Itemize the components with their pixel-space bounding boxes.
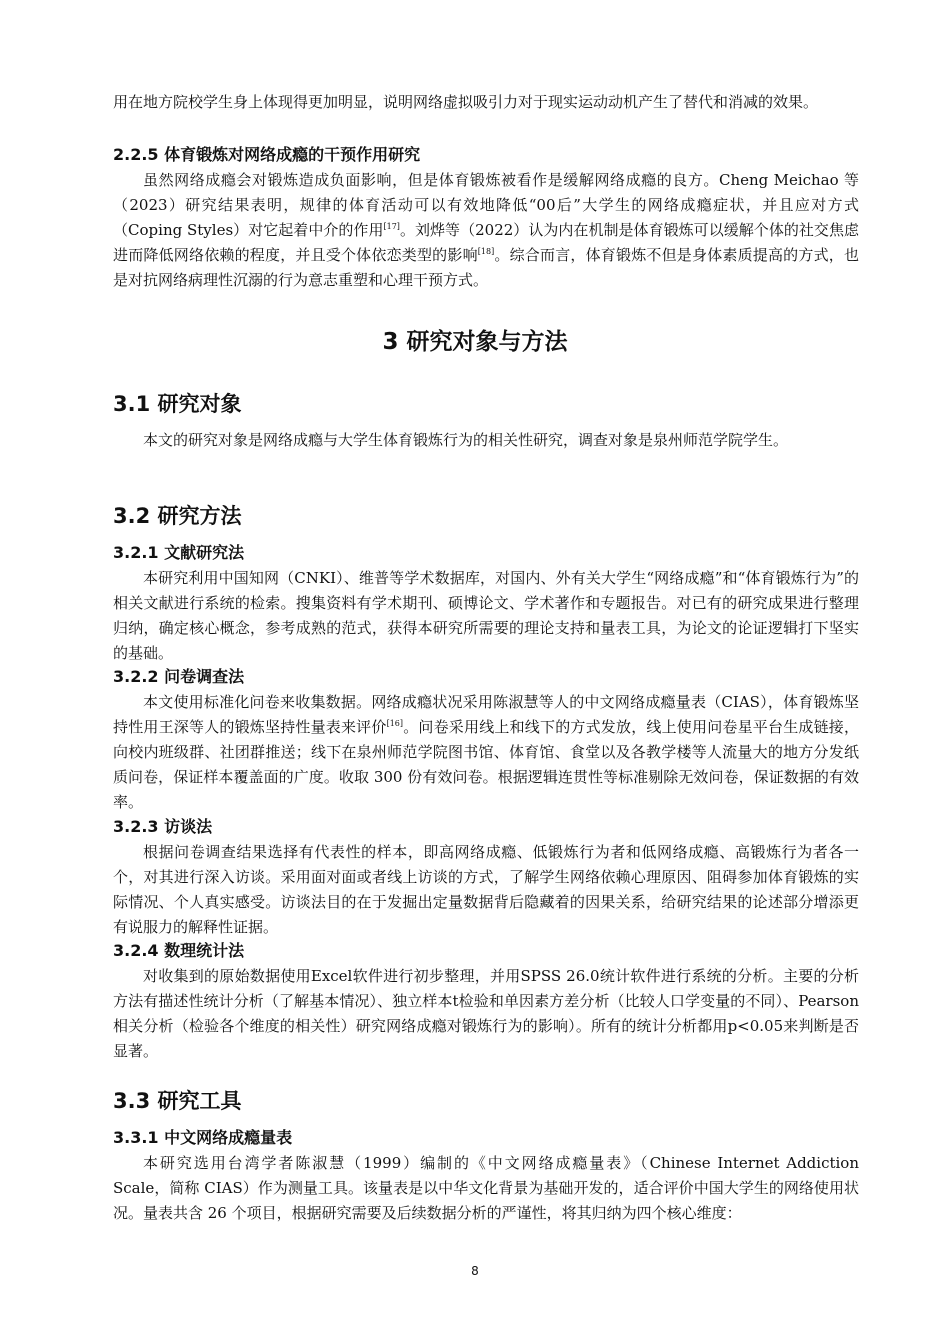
heading-2-2-5: 2.2.5 体育锻炼对网络成瘾的干预作用研究 xyxy=(113,145,421,164)
heading-3-2-4: 3.2.4 数理统计法 xyxy=(113,941,245,960)
paragraph-3-1: 本文的研究对象是网络成瘾与大学生体育锻炼行为的相关性研究，调查对象是泉州师范学院学生。 xyxy=(143,431,789,449)
chapter-title: 3 研究对象与方法 xyxy=(382,329,568,355)
citation-ref: [17] xyxy=(383,222,400,231)
paragraph-3-2-4: 对收集到的原始数据使用Excel软件进行初步整理，并用SPSS 26.0统计软件进行系统的分析。主要的分析方法有描述性统计分析（了解基本情况）、独立样本t检验和单因素方差分析（比较人口学变量的不同）、Pearson相关分析（检验各个维度的相关性）研究网络成瘾对锻炼行为的影响）。所有的统计分析都用p<0.05来判断是否显著。 xyxy=(113,967,859,1060)
heading-3-2-2: 3.2.2 问卷调查法 xyxy=(113,667,245,686)
paragraph-2-2-5 xyxy=(113,168,859,293)
citation-ref: [18] xyxy=(477,247,495,256)
heading-3-3: 3.3 研究工具 xyxy=(113,1089,242,1113)
paragraph-3-2-3: 根据问卷调查结果选择有代表性的样本，即高网络成瘾、低锻炼行为者和低网络成瘾、高锻炼行为者各一个，对其进行深入访谈。采用面对面或者线上访谈的方式，了解学生网络依赖心理原因、阻碍参加体育锻炼的实际情况、个人真实感受。访谈法目的在于发掘出定量数据背后隐藏着的因果关系，给研究结果的论述部分增添更有说服力的解释性证据。 xyxy=(113,843,859,936)
text-run: 虽然网络成瘾会对锻炼造成负面影响，但是体育锻炼被看作是缓解网络成瘾的良方。Cheng Meichao 等（2023）研究结果表明，规律的体育活动可以有效地降低“00后”大学生的网络成瘾症状，并且应对方式（Coping Styles）对它起着中介的作用 xyxy=(113,171,859,239)
paragraph-3-2-1: 本研究利用中国知网（CNKI）、维普等学术数据库，对国内、外有关大学生“网络成瘾”和“体育锻炼行为”的相关文献进行系统的检索。搜集资料有学术期刊、硕博论文、学术著作和专题报告。对已有的研究成果进行整理归纳，确定核心概念，参考成熟的范式，获得本研究所需要的理论支持和量表工具，为论文的论证逻辑打下坚实的基础。 xyxy=(113,569,859,662)
text-run: 。综合而言，体育锻炼不但是身体素质提高的方式，也是对抗网络病理性沉溺的行为意志重塑和心理干预方式。 xyxy=(113,246,859,289)
paragraph-3-3-1: 本研究选用台湾学者陈淑慧（1999）编制的《中文网络成瘾量表》（Chinese Internet Addiction Scale，简称 CIAS）作为测量工具。该量表是以中华文化背景为基础开发的，适合评价中国大学生的网络使用状况。量表共含 26 个项目，根据研究需要及后续数据分析的严谨性，将其归纳为四个核心维度： xyxy=(113,1154,859,1222)
citation-ref: [16] xyxy=(386,719,404,728)
heading-3-1: 3.1 研究对象 xyxy=(113,392,242,416)
heading-3-3-1: 3.3.1 中文网络成瘾量表 xyxy=(113,1128,293,1147)
text-run: 本文使用标准化问卷来收集数据。网络成瘾状况采用陈淑慧等人的中文网络成瘾量表（CIAS），体育锻炼坚持性用王深等人的锻炼坚持性量表来评价 xyxy=(113,693,859,736)
text-run: 。刘烨等（2022）认为内在机制是体育锻炼可以缓解个体的社交焦虑进而降低网络依赖的程度，并且受个体依恋类型的影响 xyxy=(113,221,859,264)
heading-3-2: 3.2 研究方法 xyxy=(113,504,242,528)
heading-3-2-3: 3.2.3 访谈法 xyxy=(113,817,213,836)
text-run: 。问卷采用线上和线下的方式发放，线上使用问卷星平台生成链接，向校内班级群、社团群推送；线下在泉州师范学院图书馆、体育馆、食堂以及各教学楼等人流量大的地方分发纸质问卷，保证样本覆盖面的广度。收取 300 份有效问卷。根据逻辑连贯性等标准剔除无效问卷，保证数据的有效率。 xyxy=(113,718,859,811)
paragraph-continuation: 用在地方院校学生身上体现得更加明显，说明网络虚拟吸引力对于现实运动动机产生了替代和消减的效果。 xyxy=(113,93,819,111)
paragraph-3-2-2 xyxy=(113,690,859,815)
heading-3-2-1: 3.2.1 文献研究法 xyxy=(113,543,245,562)
page-number: 8 xyxy=(471,1264,479,1278)
